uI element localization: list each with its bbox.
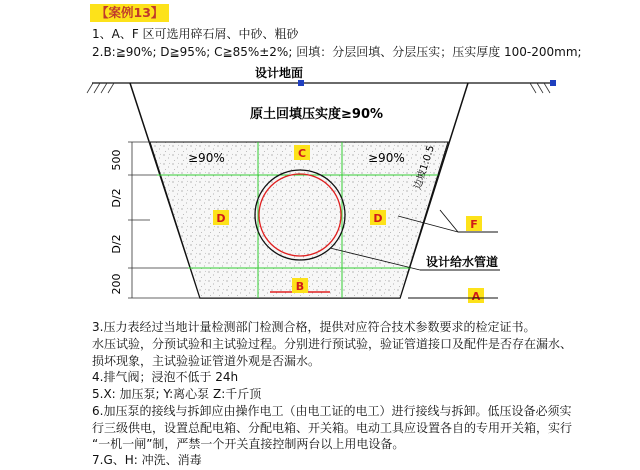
zone-b: B [295, 280, 305, 293]
dim-bottom: 200 [110, 273, 123, 295]
dim-mid: D/2 [110, 188, 123, 208]
pct-left: ≥90% [188, 151, 225, 165]
item-line-7: 5.X: 加压泵; Y:离心泵 Z:千斤顶 [92, 387, 262, 401]
right-hatch [530, 83, 550, 93]
ground-marker-right [550, 80, 556, 86]
intro-line-1: 1、A、F 区可选用碎石屑、中砂、粗砂 [92, 27, 299, 41]
zone-d-left: D [216, 212, 226, 225]
intro-line-2: 2.B:≧90%; D≧95%; C≧85%±2%; 回填：分层回填、分层压实；压实厚度 100-200mm; [92, 45, 582, 59]
ground-marker [298, 80, 304, 86]
item-line-10: “一机一闸”制，严禁一个开关直接控制两台以上用电设备。 [92, 437, 405, 451]
slope-label: 边坡1:0.5 [412, 144, 437, 191]
dim-top: 500 [110, 149, 123, 171]
ground-label: 设计地面 [255, 66, 304, 80]
zone-c: C [297, 147, 307, 160]
backfill-label: 原土回填压实度≥90% [250, 107, 384, 122]
item-line-9: 行三级供电，设置总配电箱、分配电箱、开关箱。电动工具应设置各自的专用开关箱，实行 [92, 421, 573, 435]
item-line-8: 6.加压泵的接线与拆卸应由操作电工（由电工证的电工）进行接线与拆卸。低压设备必须实 [92, 404, 572, 418]
item-line-11: 7.G、H: 冲洗、消毒 [92, 453, 202, 467]
case-title-badge: 【案例13】 [90, 4, 169, 22]
item-line-6: 4.排气阀；浸泡不低于 24h [92, 370, 239, 384]
pct-right: ≥90% [368, 151, 405, 165]
zone-a: A [471, 290, 481, 303]
item-line-4: 水压试验，分预试验和主试验过程。分别进行预试验，验证管道接口及配件是否存在漏水、 [92, 337, 573, 351]
item-line-5: 损坏现象，主试验验证管道外观是否漏水。 [92, 354, 321, 368]
zone-d-right: D [373, 212, 383, 225]
left-hatch [87, 83, 114, 93]
pipe-label: 设计给水管道 [426, 255, 499, 269]
item-line-3: 3.压力表经过当地计量检测部门检测合格，提供对应符合技术参数要求的检定证书。 [92, 320, 536, 334]
dim-low: D/2 [110, 234, 123, 254]
backfill-zone [150, 142, 448, 298]
zone-f: F [470, 218, 478, 231]
